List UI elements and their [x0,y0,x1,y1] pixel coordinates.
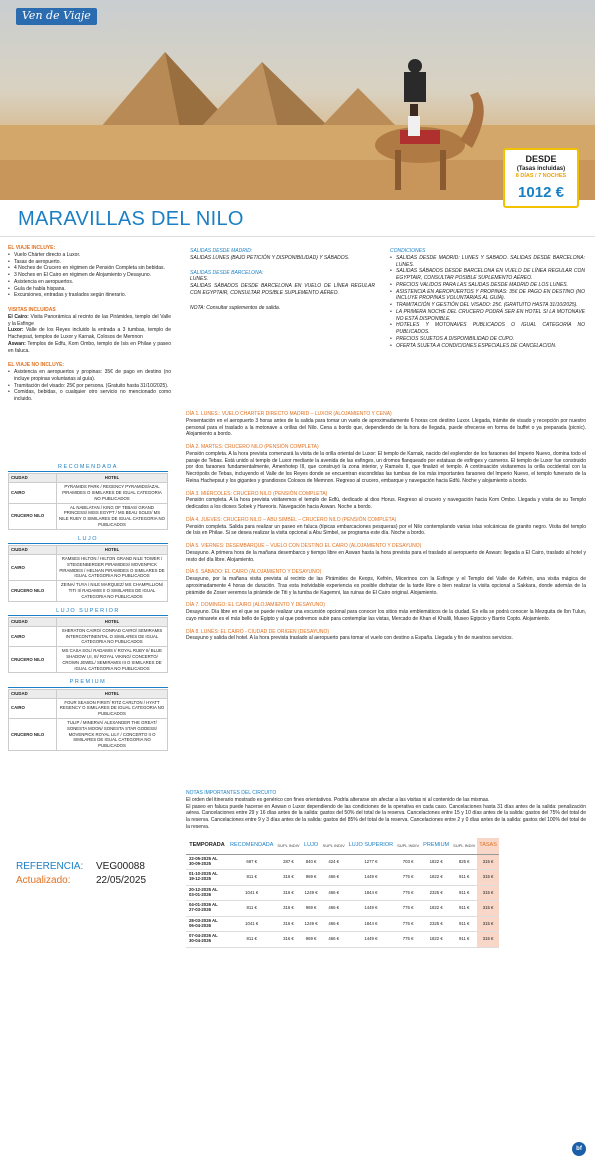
price-cell: 316 € [275,916,301,932]
price-cell: 811 € [228,870,275,886]
price-row [186,901,499,917]
day-block [186,491,586,511]
price-header: SUPL INDIV [451,838,477,854]
price-cell: 466 € [321,901,347,917]
day-block [186,517,586,537]
hotel-col-city: CIUDAD [9,546,57,555]
price-cell: 466 € [321,870,347,886]
condicion-item: • SALIDAS SÁBADOS DESDE BARCELONA EN VUELO DE LÍNEA REGULAR CON EGYPTAIR, CONSULTAR POSIBLE SUPLEMENTO AÉREO. [390,268,585,282]
hotel-name: FOUR SEASON FIRST/ RITZ CARLTON / HYATT REGENCY O SIMILARES DE IGUAL CATEGORIA NO PUBLICADOS [57,698,168,718]
day-block [186,602,586,622]
visita-text: Templos de Edfu, Kom Ombo, templo de Isis en Philae y paseo en faluca. [8,340,171,354]
salidas-bcn-text1: LUNES. [190,276,209,283]
price-cell: 1822 € [421,870,451,886]
visita-item [8,314,171,328]
hotel-row [9,483,168,503]
notas-text2: El paseo en faluca puede hacerse en Aswan o Luxor dependiendo de las condiciones de la operativa en cada caso. Cancelaciones hasta 31 días antes de la salida: penalización aérea. Cancelaciones entre 29 y 16 días antes de la salida: gastos del 50% del total de la reserva. Cancelaciones entre 15 y 10 días antes de la salida: gastos del 75% del total de la reserva. Cancelaciones entre 9 y 3 días antes de la salida: gastos del 85% del total de la reserva. Cancelaciones entre 2 y 0 días antes de la salida: gastos del 100% del total de la reserva. [186,803,586,830]
price-cell: 1249 € [302,885,321,901]
no-incluye-item: • Asistencia en aeropuertos y propinas: 35€ de pago en destino (no incluye propinas voluntarias al guía). [8,369,171,383]
hotel-table [8,689,168,751]
tasas-label: (Tasas incluidas) [516,166,566,173]
day-block [186,411,586,438]
visita-item [8,327,171,341]
price-cell: 969 € [302,932,321,948]
day-heading: DÍA 6. SÁBADO: EL CAIRO (ALOJAMIENTO Y DESAYUNO) [186,569,322,576]
price-cell: 287 € [275,854,301,870]
price-cell: 315 € [477,870,499,886]
hotel-col-hotel: HOTEL [57,689,168,698]
hotel-table [8,617,168,673]
price-cell: 1822 € [421,901,451,917]
referencia-label: REFERENCIA: [16,861,84,872]
day-text: Desayuno, por la mañana visita prevista al recinto de las Pirámides de Keops, Kefrén, Micerinos con la Esfinge y el Templo del Valle de Kefrén, una visita mágica de aproximadamente 4 horas de duración. Tras esta inolvidable experiencia es posible disfrutar de la tarde libre o bien realizar la visita opcional a Sakkara, donde además de la pirámide de Zoser veremos la pirámide de Titi y la tumba de Kagemni, las ruinas de El Cairo original. Alojamiento. [186,576,586,596]
price-cell: 840 € [302,854,321,870]
price-cell: 315 € [477,901,499,917]
price-cell: 775 € [395,885,421,901]
visitas-list [8,314,171,355]
visita-city: El Cairo: [8,313,29,320]
hotel-city: CRUCERO NILO [9,503,57,529]
incluye-item: • Excursiones, entradas y traslados según itinerario. [8,292,171,299]
day-text: Desayuno. Día libre en el que se puede realizar una excursión opcional para conocer los sitios más emblemáticos de la ciudad. En ella se podrá conocer la Mezquita de Ibn Tulun, cuyo minarete es el más bello de Egipto y al que podremos subir para contemplar las vistas, Mercado de Khan el Khalili, Museo Egipcio y Barrio Copto. Alojamiento. [186,609,586,622]
day-heading: DÍA 3. MIÉRCOLES: CRUCERO NILO (PENSIÓN COMPLETA) [186,490,328,497]
price-cell: 424 € [321,854,347,870]
condiciones-section [390,248,585,349]
price-cell: 1449 € [347,901,395,917]
day-text: Pensión completa. Salida para realizar un paseo en faluca (típicas embarcaciones pesqueras) por el Nilo contemplando varias islas volcánicas de granito negro. Visita del templo de Isis en Philae. Si se desea realizar la visita opcional a Abu Simbel, se programa este día. Noche a bordo. [186,523,586,537]
incluye-item: • Vuelo Chárter directo a Luxor. [8,252,171,259]
incluye-item: • Guía de habla hispana. [8,286,171,293]
salidas-section [190,248,375,311]
condicion-item: • TRAMITACIÓN Y GESTIÓN DEL VISADO: 25€. (GRATUITO HASTA 31/10/2025). [390,302,585,309]
day-heading: DÍA 1. LUNES.: VUELO CHARTER DIRECTO MADRID – LUXOR (ALOJAMIENTO Y CENA) [186,411,392,417]
price-header: TEMPORADA [186,838,228,854]
visita-city: Luxor: [8,327,24,334]
visita-item [8,341,171,355]
price-row [186,854,499,870]
incluye-item: • Asistencia en aeropuertos. [8,279,171,286]
season-cell: 28-03-2026 AL 06-04-2026 [186,916,228,932]
price-cell: 315 € [477,885,499,901]
price-cell: 775 € [395,932,421,948]
salidas-madrid-heading: SALIDAS DESDE MADRID: [190,248,253,254]
condicion-item: • OFERTA SUJETA A CONDICIONES ESPECIALES DE CANCELACION. [390,343,585,350]
hotel-row [9,503,168,529]
salidas-bcn-heading: SALIDAS DESDE BARCELONA: [190,269,264,276]
hotel-city: CAIRO [9,698,57,718]
price-row [186,932,499,948]
day-block [186,543,586,563]
hotel-name: RAMSES HILTON / HILTON GRAND NILE TOWER / STEIGENBERGER PIRAMIDES/ MOVENPICK PIRAMIDES / HELNAN PIRAMIDES O SIMILARES DE IGUAL CATEGORIA NO PUBLICADOS [57,555,168,581]
hotel-row [9,647,168,673]
day-text: Pensión completa. A la hora prevista comenzará la visita de la orilla oriental de Luxor: El templo de Karnak, nacido del esplendor de los faraones del Imperio Nuevo, domina todo el paraje de Tebas. Está unido al templo de Luxor mediante la avenida de las esfinges, un dromos flanqueado por estatuas de esfinges y carneros. El templo de Luxor fue construido por dos faraones fundamentalmente, Amenhotep III, que construyó la zona interior, y Ramsés II, que finalizó el templo. A continuación visitaremos la orilla occidental con la Necrópolis de Tebas, incluyendo el Valle de los Reyes donde se encuentran escondidas las tumbas de los más importantes faraones del Imperio Nuevo, el templo funerario de la Reina Hachepsut y los gigantes y grandiosos Colosos de Memnon. Regreso al crucero, embarque y navegación hacia Edfú. Noche y alojamiento a bordo. [186,450,586,484]
incluye-item: • Tasas de aeropuerto. [8,259,171,266]
day-heading: DÍA 2. MARTES: CRUCERO NILO (PENSIÓN COMPLETA) [186,444,319,450]
hotel-category-title: RECOMENDADA [8,464,168,472]
notas-heading: NOTAS IMPORTANTES DEL CIRCUITO [186,790,277,796]
price-cell: 1277 € [347,854,395,870]
price-table [186,838,499,948]
notas-section [186,790,586,831]
hotel-city: CRUCERO NILO [9,581,57,601]
day-text: Desayuno. A primera hora de la mañana desembarco y tiempo libre en Aswan hasta la hora prevista para el traslado al aeropuerto de Aswan: llegada a El Cairo, traslado al hotel y resto del día libre. Alojamiento. [186,549,586,563]
hotel-row [9,555,168,581]
season-cell: 01-10-2025 AL 19-12-2025 [186,870,228,886]
day-heading: DÍA 4. JUEVES: CRUCERO NILO – ABU SIMBEL – CRUCERO NILO (PENSIÓN COMPLETA) [186,516,397,523]
price-cell: 1844 € [347,916,395,932]
season-cell: 20-12-2025 AL 03-01-2026 [186,885,228,901]
price-cell: 1041 € [228,885,275,901]
price-cell: 1449 € [347,870,395,886]
no-incluye-item: • Tramitación del visado: 25€ por persona. (Gratuito hasta 31/10/2025). [8,383,171,390]
price-cell: 1822 € [421,932,451,948]
price-cell: 1249 € [302,916,321,932]
no-incluye-list [8,369,171,403]
visita-city: Aswan: [8,340,26,347]
salidas-madrid-text: SALIDAS LUNES (BAJO PETICIÓN Y DISPONIBILIDAD) Y SÁBADOS. [190,254,350,261]
brand-logo[interactable]: Ven de Viaje [16,8,97,25]
price-cell: 466 € [321,932,347,948]
price-cell: 316 € [275,885,301,901]
price-cell: 2325 € [421,885,451,901]
condicion-item: • HOTELES Y MOTONAVES PUBLICADOS O IGUAL CATEGORÍA NO PUBLICADOS. [390,322,585,336]
day-text: Presentación en el aeropuerto 3 horas antes de la salida para tomar un vuelo de aproximadamente 6 horas con destino Luxor. Llegada, trámite de visado y recepción por nuestro personal para el traslado a la motonave a orillas del Nilo. Cena a bordo que, dependiendo de la hora de llegada, puede ofrecerse en forma de buffet o ya preparada (picnic). Alojamiento a bordo. [186,417,586,438]
price-badge [503,148,579,208]
price-cell: 969 € [302,870,321,886]
price-cell: 316 € [275,870,301,886]
price-header: SUPL INDIV [395,838,421,854]
price-row [186,916,499,932]
hotel-city: CAIRO [9,626,57,646]
divider [0,236,595,237]
price-cell: 1822 € [421,854,451,870]
visita-text: Valle de los Reyes incluido la entrada a 3 tumbas, templo de Hachepsut, templos de Luxor y Karnak, Colosos de Memnon [8,327,171,340]
no-incluye-heading: EL VIAJE NO INCLUYE: [8,362,65,369]
price-cell: 466 € [321,885,347,901]
season-cell: 04-01-2026 AL 27-03-2026 [186,901,228,917]
hotel-table [8,473,168,529]
incluye-item: • 3 Noches en El Cairo en régimen de Alojamiento y Desayuno. [8,272,171,279]
condicion-item: • PRECIOS VALIDOS PARA LAS SALIDAS DESDE MADRID DE LOS LUNES. [390,282,585,289]
price-cell: 825 € [451,854,477,870]
day-heading: DÍA 8. LUNES: EL CAIRO - CIUDAD DE ORIGEN (DESAYUNO) [186,628,330,635]
hotel-col-city: CIUDAD [9,474,57,483]
hotel-row [9,698,168,718]
hotel-city: CAIRO [9,483,57,503]
visitas-heading: VISITAS INCLUIDAS [8,307,56,313]
price-header: RECOMENDADA [228,838,275,854]
price-cell: 315 € [477,854,499,870]
condicion-item: • LA PRIMERA NOCHE DEL CRUCERO PODRÁ SER EN HOTEL SI LA MOTONAVE NO ESTÁ DISPONIBLE. [390,309,585,323]
hotel-table [8,545,168,601]
price-cell: 316 € [275,901,301,917]
hotel-name: SHERATON CAIRO/ CONRAD CAIRO/ SEMIRAMIS INTERCONTINENTAL O SIMILARES DE IGUAL CATEGORIA NO PUBLICADOS [57,626,168,646]
price-cell: 2325 € [421,916,451,932]
price-cell: 969 € [302,901,321,917]
salidas-bcn-text2: SALIDAS SÁBADOS DESDE BARCELONA EN VUELO DE LÍNEA REGULAR CON EGYPTAIR, CONSULTAR POSIBLE SUPLEMENTO AÉREO. [190,283,375,296]
hotel-col-hotel: HOTEL [57,474,168,483]
visita-text: Visita Panorámica al recinto de las Pirámides, templo del Valle y la Esfinge [8,313,172,327]
actualizado-value: 22/05/2025 [96,874,147,886]
condiciones-heading: CONDICIONES [390,248,426,254]
price-cell: 811 € [228,901,275,917]
price-cell: 1844 € [347,885,395,901]
price-cell: 775 € [395,870,421,886]
no-incluye-item: • Comidas, bebidas, o cualquier otro servicio no mencionado como incluido. [8,389,171,403]
day-block [186,444,586,485]
price-cell: 811 € [228,932,275,948]
bf-logo: bf [572,1142,586,1156]
reference-block [16,860,146,887]
price-row [186,870,499,886]
price-cell: 316 € [275,932,301,948]
price-cell: 911 € [451,932,477,948]
price-cell: 315 € [477,916,499,932]
incluye-heading: EL VIAJE INCLUYE: [8,245,56,251]
hotel-city: CRUCERO NILO [9,647,57,673]
hotel-name: TULIP / MINERVA/ ALEXANDER THE GREAT/ SONESTA MOON/ SONESTA STAR GODESS/ MOVENPICK ROYAL LILY / CONCERTO II O SIMILARES DE IGUAL CATEGORIA NO PUBLICADOS [57,719,168,751]
price-cell: 1041 € [228,916,275,932]
price-cell: 911 € [451,870,477,886]
price-cell: 315 € [477,932,499,948]
price-cell: 775 € [395,916,421,932]
condicion-item: • PRECIOS SUJETOS A DISPONIBILIDAD DE CUPO. [390,336,585,343]
hotel-category-title: LUJO SUPERIOR [8,608,168,616]
hotel-row [9,626,168,646]
hotel-city: CAIRO [9,555,57,581]
hotel-name: MS CASA SOL/ RADAMIS I/ ROYAL RUBY II/ BLUE SHADOW I,II, III/ ROYAL VIKING/ CONCERTO/ CROWN JEWEL/ SEMIRAMIS III O SIMILARES DE IGUAL CATEGORIA NO PUBLICADOS [57,647,168,673]
price-header: PREMIUM [421,838,451,854]
hotels-section [8,458,168,751]
incluye-item: • 4 Noches de Crucero en régimen de Pensión Completa sin bebidas. [8,265,171,272]
condicion-item: • SALIDAS DESDE MADRID: LUNES Y SABADO. SALIDAS DESDE BARCELONA: LUNES. [390,255,585,269]
price-header: SUPL INDIV [321,838,347,854]
price-cell: 911 € [451,916,477,932]
referencia-value: VEG00088 [96,861,145,872]
price-cell: 911 € [451,885,477,901]
hotel-category-title: LUJO [8,536,168,544]
day-heading: DÍA 5. VIERNES: DESEMBARQUE – VUELO CON DESTINO EL CAIRO (ALOJAMIENTO Y DESAYUNO) [186,543,422,549]
day-block [186,569,586,596]
page-title: MARAVILLAS DEL NILO [18,208,244,230]
day-text: Desayuno y salida del hotel. A la hora prevista traslado al aeropuerto para tomar el vuelo con destino a España. Llegada y fin de nuestros servicios. [186,635,513,642]
price-value: 1012 € [518,183,564,201]
desde-label: DESDE [525,154,557,164]
left-column [8,245,171,403]
day-text: Pensión completa. A la hora prevista visitaremos el templo de Edfú, dedicado al dios Horus. Regreso al crucero y navegación hacia Kom Ombo. Llegada y visita de su Templo dedicados a los dioses Sobek y Hareoris. Navegación hacia Aswan. Noche a bordo. [186,497,586,510]
condicion-item: • ASISTENCIA EN AEROPUERTOS Y PROPINAS: 35€ DE PAGO EN DESTINO (NO INCLUYE PROPINAS VOLUNTARIAS AL GUÍA). [390,289,585,303]
hotel-name: ZEINA/ TUYA / NILE MARQUEZ/ MS CHAMPILLION/ TITI II/ RADAMIS II O SIMILARES DE IGUAL CATEGORIA NO PUBLICADOS [57,581,168,601]
price-cell: 703 € [395,854,421,870]
season-cell: 22-05-2025 AL 30-09-2025 [186,854,228,870]
day-heading: DÍA 7. DOMINGO: EL CAIRO (ALOJAMIENTO Y DESAYUNO) [186,602,325,609]
hotel-row [9,719,168,751]
price-cell: 775 € [395,901,421,917]
hotel-col-city: CIUDAD [9,689,57,698]
hotel-name: AL NABILATAN / KING OF TEBAS/ GRAND PRINCESS/ MISS EGYPT / MS BEAU SOLEI/ MS NILE RUBY O SIMILARES DE IGUAL CATEGORIA NO PUBLICADOS [57,503,168,529]
hotel-category-title: PREMIUM [8,679,168,687]
condiciones-list [390,255,585,350]
hotel-col-hotel: HOTEL [57,546,168,555]
day-block [186,629,586,643]
hotel-col-hotel: HOTEL [57,618,168,627]
incluye-list [8,252,171,299]
salidas-nota: NOTA: Consultar suplementos de salida. [190,304,281,311]
notas-text1: El orden del itinerario mostrado es genérico con fines orientativos. Podría alterarse sin afectar a las visitas ni al contenido de las mismas. [186,796,490,803]
price-cell: 1449 € [347,932,395,948]
price-row [186,885,499,901]
season-cell: 07-04-2026 AL 30-04-2026 [186,932,228,948]
hotel-city: CRUCERO NILO [9,719,57,751]
price-cell: 466 € [321,916,347,932]
hotel-col-city: CIUDAD [9,618,57,627]
itinerary [186,405,586,642]
hotel-row [9,581,168,601]
price-cell: 697 € [228,854,275,870]
duration-label: 8 DÍAS / 7 NOCHES [515,173,567,180]
actualizado-label: Actualizado: [16,874,71,886]
price-header: SUPL INDIV [275,838,301,854]
price-header: TASAS [477,838,499,854]
price-header: LUJO [302,838,321,854]
hotel-name: PYRAMIDS PARK / REGENCY PYRAMIDS/AZAL PIRAMIDES O SIMILARES DE IGUAL CATEGORIA NO PUBLICADOS [57,483,168,503]
price-header: LUJO SUPERIOR [347,838,395,854]
price-cell: 911 € [451,901,477,917]
